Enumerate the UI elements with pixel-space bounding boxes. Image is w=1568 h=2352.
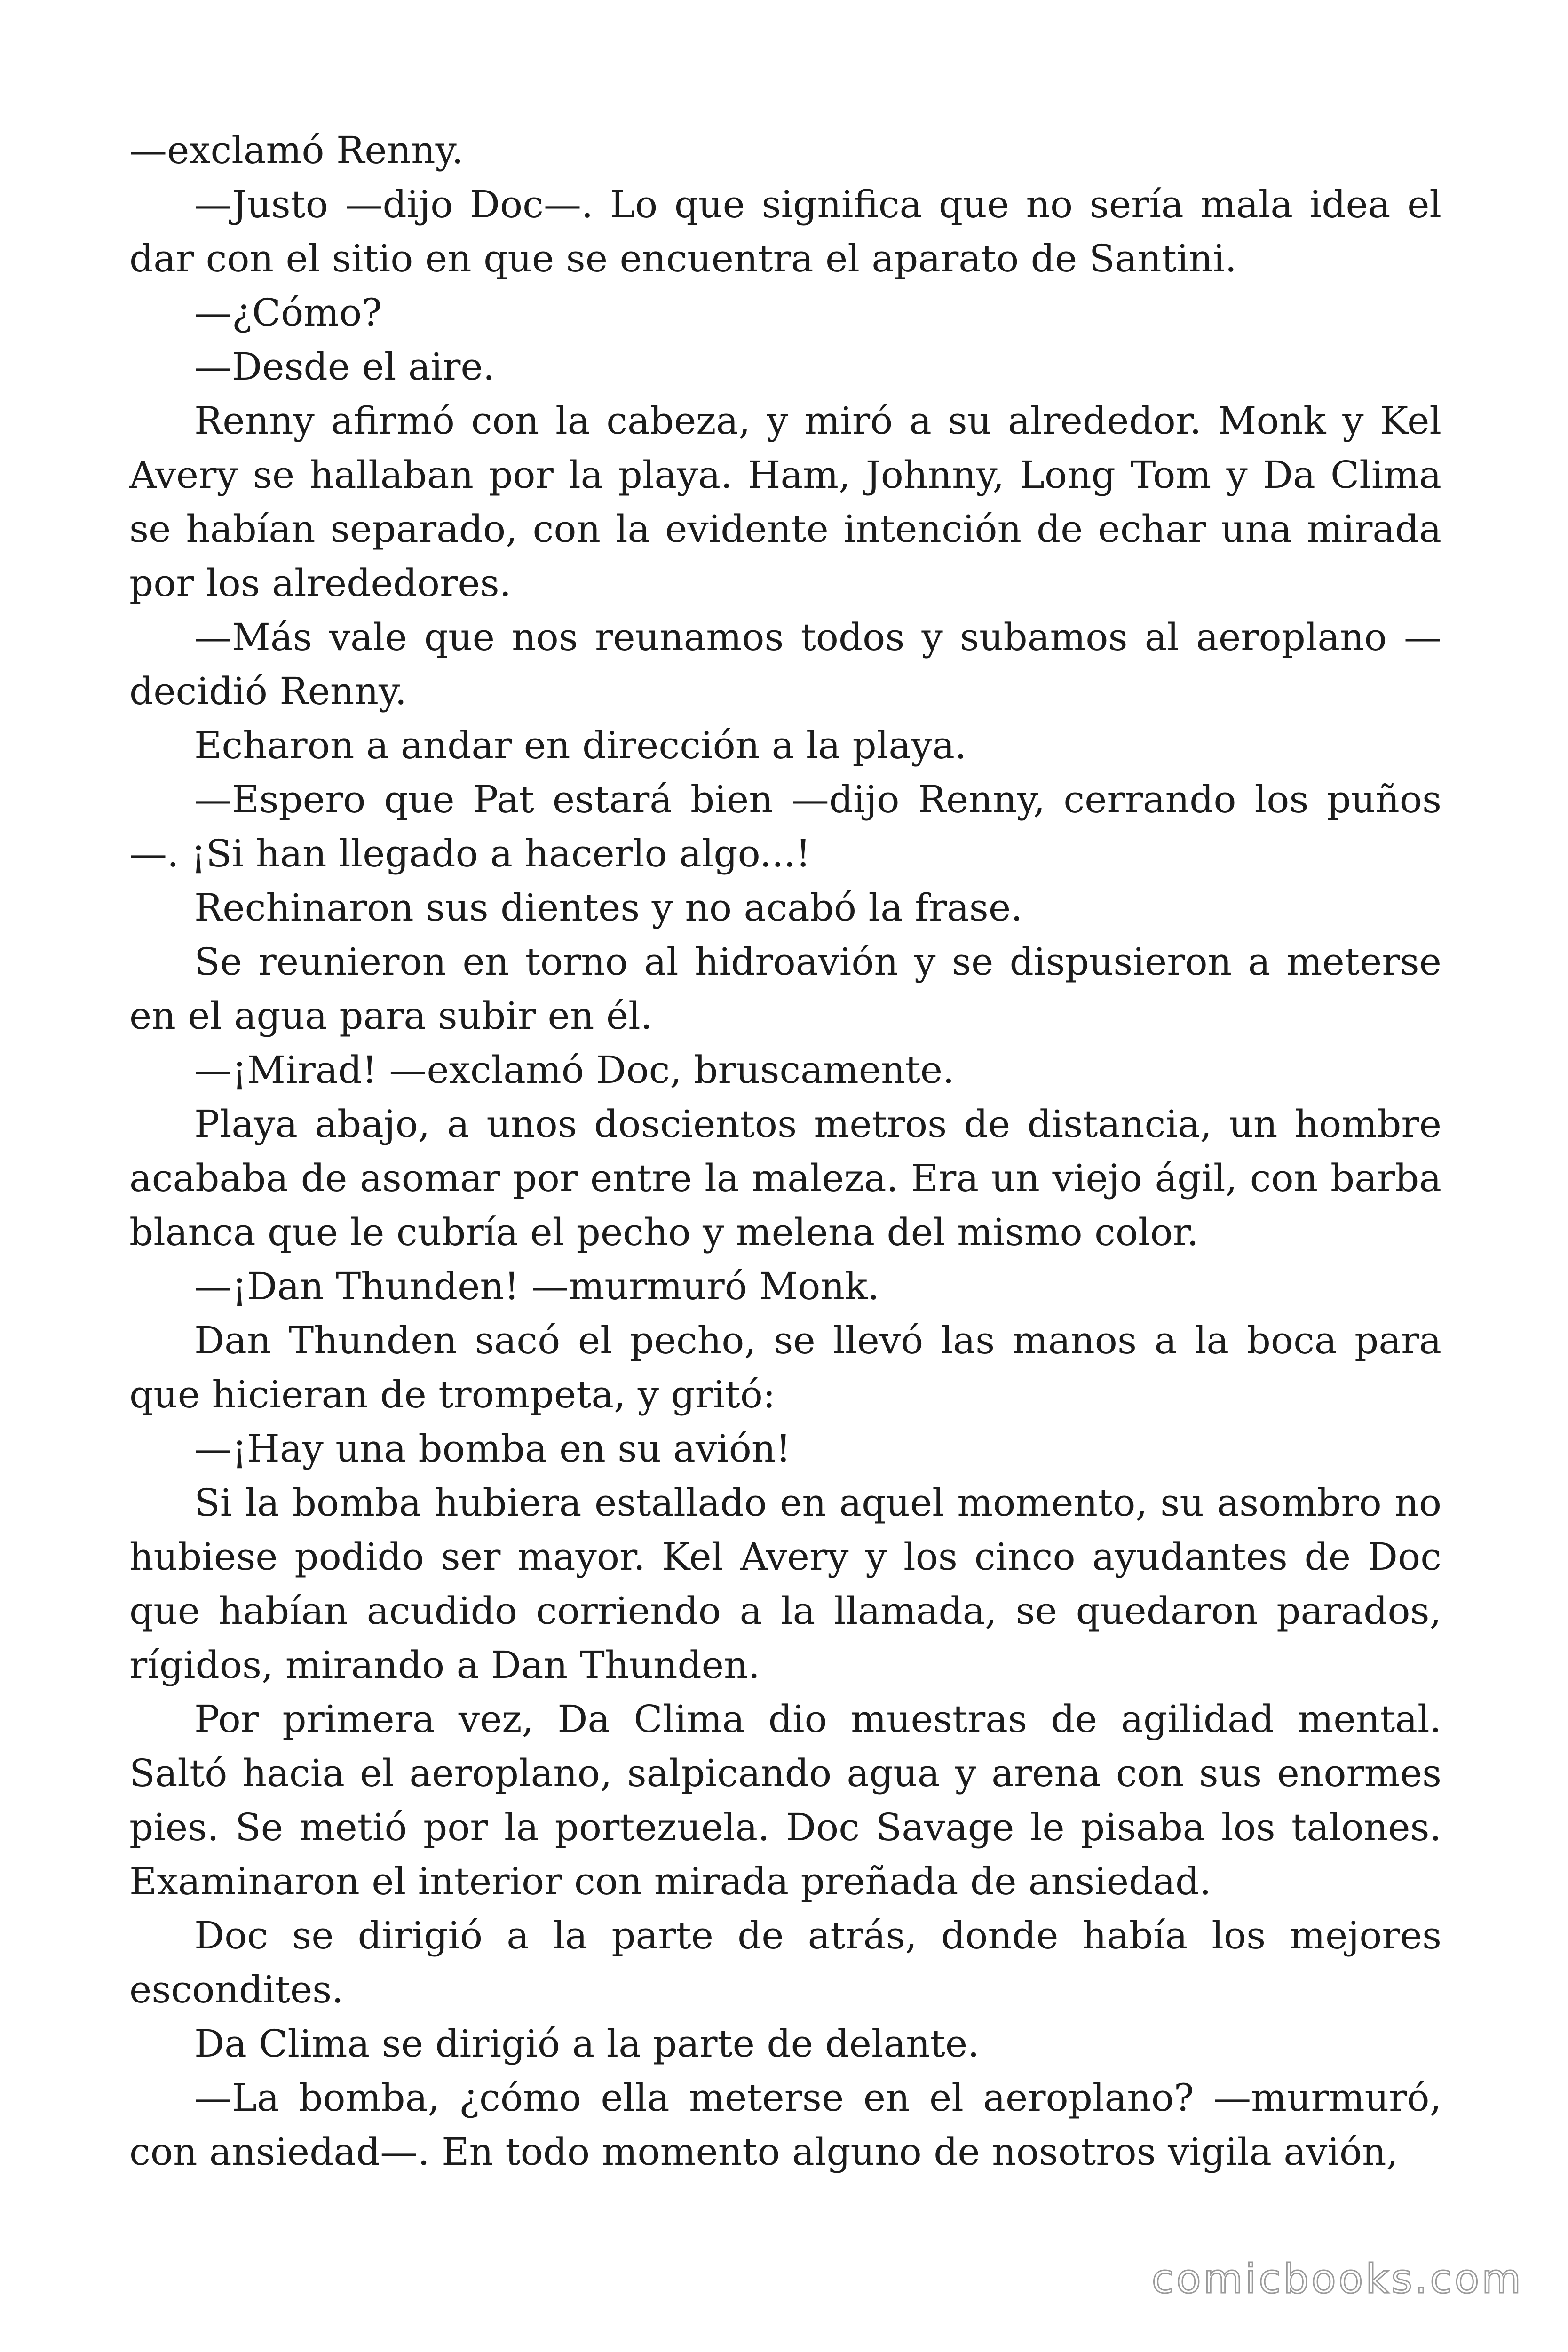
paragraph: —Espero que Pat estará bien —dijo Renny, cerrando los puños —. ¡Si han llegado a hacerlo algo...! [129,778,1441,875]
page-text [129,123,1441,2179]
paragraph: Por primera vez, Da Clima dio muestras de agilidad mental. Saltó hacia el aeroplano, salpicando agua y arena con sus enormes pies. Se metió por la portezuela. Doc Savage le pisaba los talones. Examinaron el interior con mirada preñada de ansiedad. [129,1697,1441,1903]
paragraph: —¡Hay una bomba en su avión! [194,1427,791,1470]
watermark: comicbooks.com [1151,2256,1523,2303]
paragraph: Rechinaron sus dientes y no acabó la frase. [194,886,1023,930]
paragraph: Echaron a andar en dirección a la playa. [194,723,967,767]
paragraph: —¡Mirad! —exclamó Doc, bruscamente. [194,1048,955,1092]
paragraph: —exclamó Renny. [129,128,464,172]
paragraph: —Desde el aire. [194,345,495,389]
paragraph: —¡Dan Thunden! —murmuró Monk. [194,1264,879,1308]
paragraph: —¿Cómo? [194,291,382,334]
paragraph: —Justo —dijo Doc—. Lo que significa que no sería mala idea el dar con el sitio en que se encuentra el aparato de Santini. [129,183,1441,280]
paragraph: —Más vale que nos reunamos todos y subamos al aeroplano — decidió Renny. [129,615,1441,713]
paragraph: Renny afirmó con la cabeza, y miró a su alrededor. Monk y Kel Avery se hallaban por la playa. Ham, Johnny, Long Tom y Da Clima se habían separado, con la evidente intención de echar una mirada por los alrededores. [129,399,1441,605]
paragraph: Da Clima se dirigió a la parte de delante. [194,2022,980,2066]
paragraph: Se reunieron en torno al hidroavión y se dispusieron a meterse en el agua para subir en él. [129,940,1441,1038]
paragraph: Si la bomba hubiera estallado en aquel momento, su asombro no hubiese podido ser mayor. Kel Avery y los cinco ayudantes de Doc que habían acudido corriendo a la llamada, se quedaron parados, rígidos, mirando a Dan Thunden. [129,1481,1441,1687]
paragraph: Doc se dirigió a la parte de atrás, donde había los mejores escondites. [129,1914,1441,2011]
paragraph: Playa abajo, a unos doscientos metros de distancia, un hombre acababa de asomar por entre la maleza. Era un viejo ágil, con barba blanca que le cubría el pecho y melena del mismo color. [129,1102,1441,1254]
paragraph: —La bomba, ¿cómo ella meterse en el aeroplano? —murmuró, con ansiedad—. En todo momento alguno de nosotros vigila avión, [129,2076,1441,2174]
paragraph: Dan Thunden sacó el pecho, se llevó las manos a la boca para que hicieran de trompeta, y gritó: [129,1319,1441,1416]
